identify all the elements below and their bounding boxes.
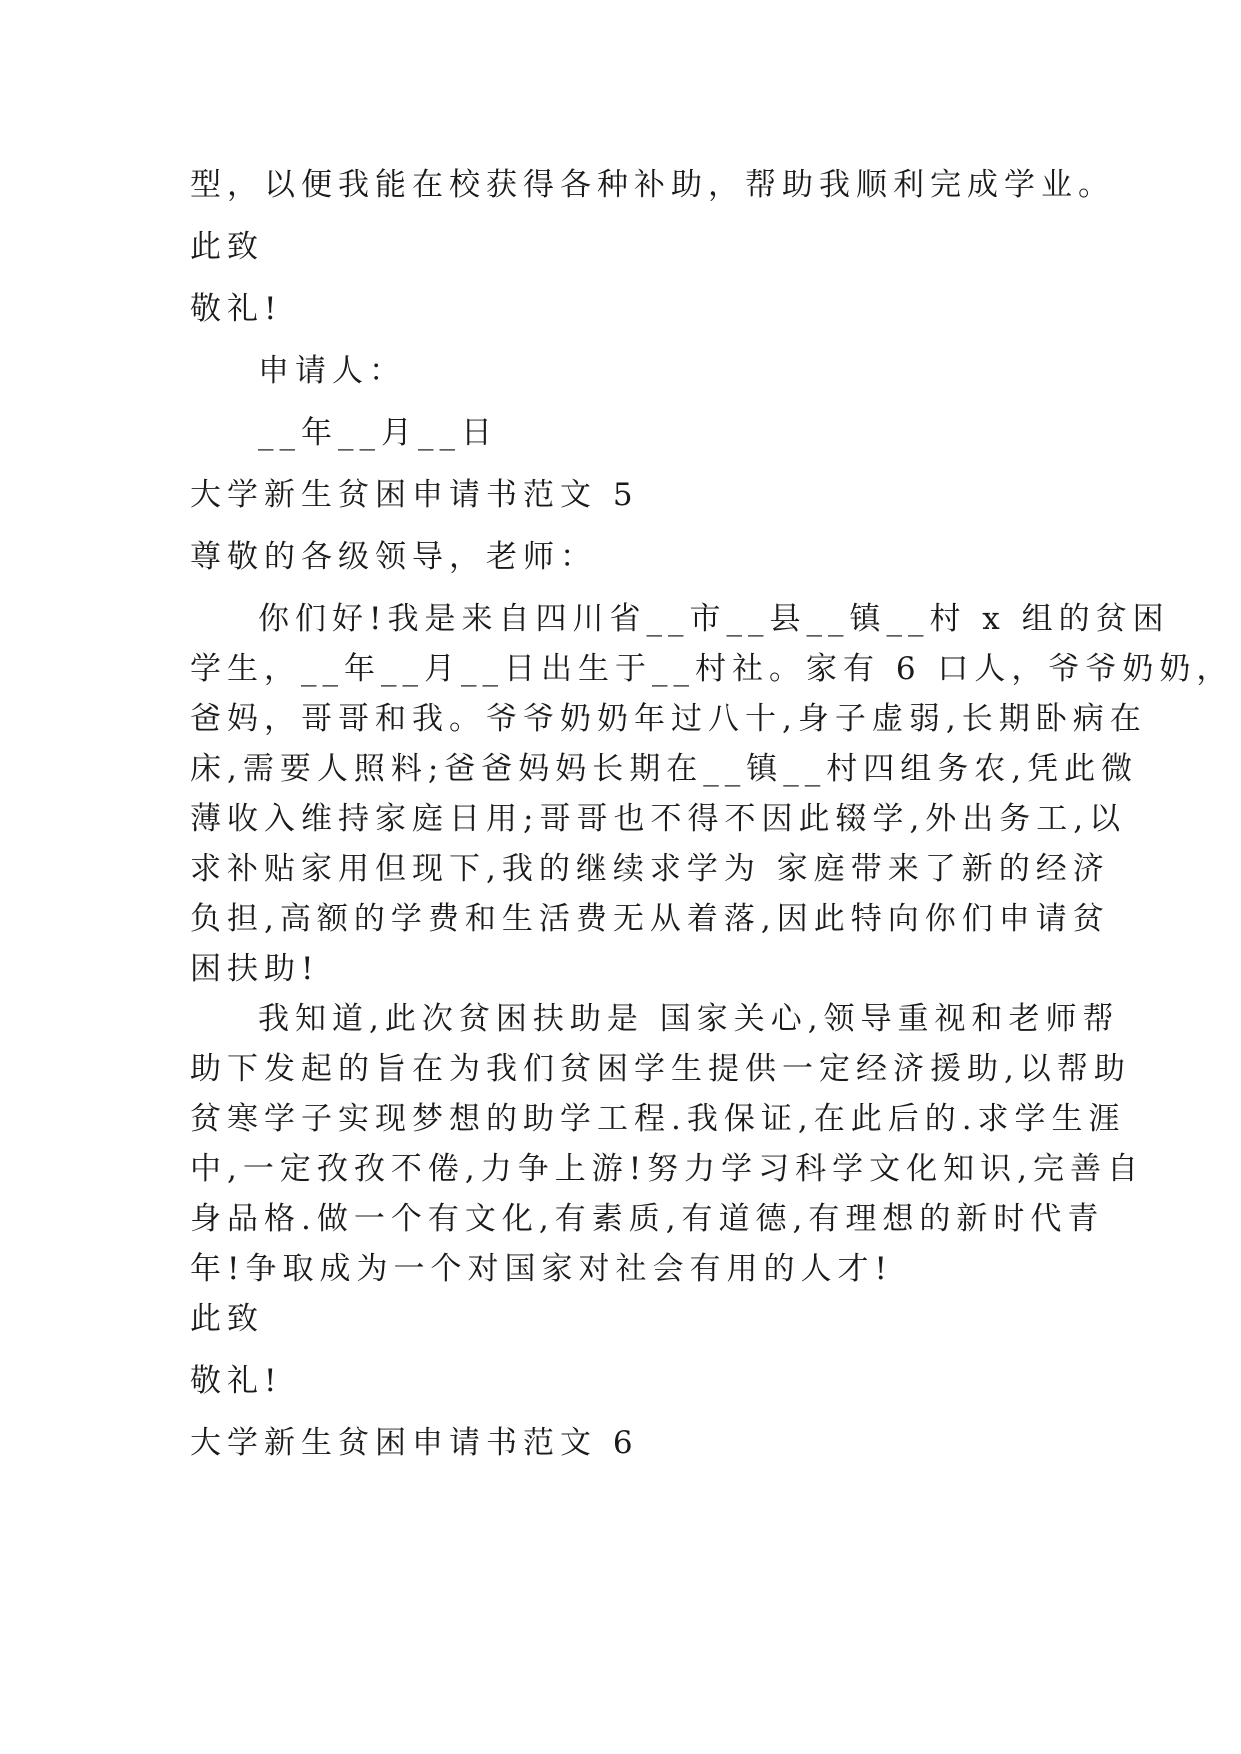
paragraph-line: 助下发起的旨在为我们贫困学生提供一定经济援助,以帮助 [190,1051,1131,1087]
paragraph-line: 薄收入维持家庭日用;哥哥也不得不因此辍学,外出务工,以 [190,801,1127,837]
paragraph-line: 年!争取成为一个对国家对社会有用的人才! [190,1251,893,1287]
section-heading-6: 大学新生贫困申请书范文 6 [190,1425,639,1461]
continued-line: 型，以便我能在校获得各种补助，帮助我顺利完成学业。 [190,167,1115,203]
document-page [190,160,1234,1468]
paragraph-line: 贫寒学子实现梦想的助学工程.我保证,在此后的.求学生涯 [190,1101,1126,1137]
applicant-label: 申请人： [258,353,406,389]
salutation: 尊敬的各级领导，老师： [190,539,597,575]
paragraph-line: 学生，__年__月__日出生于__村社。家有 6 口人，爷爷奶奶， [190,651,1234,687]
paragraph-line: 负担,高额的学费和生活费无从着落,因此特向你们申请贫 [190,901,1110,937]
paragraph-line: 爸妈，哥哥和我。爷爷奶奶年过八十,身子虚弱,长期卧病在 [190,701,1147,737]
paragraph-line: 身品格.做一个有文化,有素质,有道德,有理想的新时代青 [190,1201,1105,1237]
body-paragraph-2 [190,994,1145,1294]
body-paragraph-1 [190,594,1234,994]
section-heading-5: 大学新生贫困申请书范文 5 [190,477,639,513]
closing-greeting: 此致 [190,229,264,265]
paragraph-line: 床,需要人照料;爸爸妈妈长期在__镇__村四组务农,凭此微 [190,751,1139,787]
paragraph-line: 你们好!我是来自四川省__市__县__镇__村 x 组的贫困 [258,601,1170,637]
paragraph-line: 困扶助! [190,951,320,987]
closing-salute: 敬礼! [190,291,283,327]
paragraph-line: 求补贴家用但现下,我的继续求学为 家庭带来了新的经济 [190,851,1110,887]
closing-salute: 敬礼! [190,1363,283,1399]
paragraph-line: 我知道,此次贫困扶助是 国家关心,领导重视和老师帮 [258,1001,1120,1037]
paragraph-line: 中,一定孜孜不倦,力争上游!努力学习科学文化知识,完善自 [190,1151,1145,1187]
date-line: __年__月__日 [258,415,498,451]
closing-greeting: 此致 [190,1301,264,1337]
